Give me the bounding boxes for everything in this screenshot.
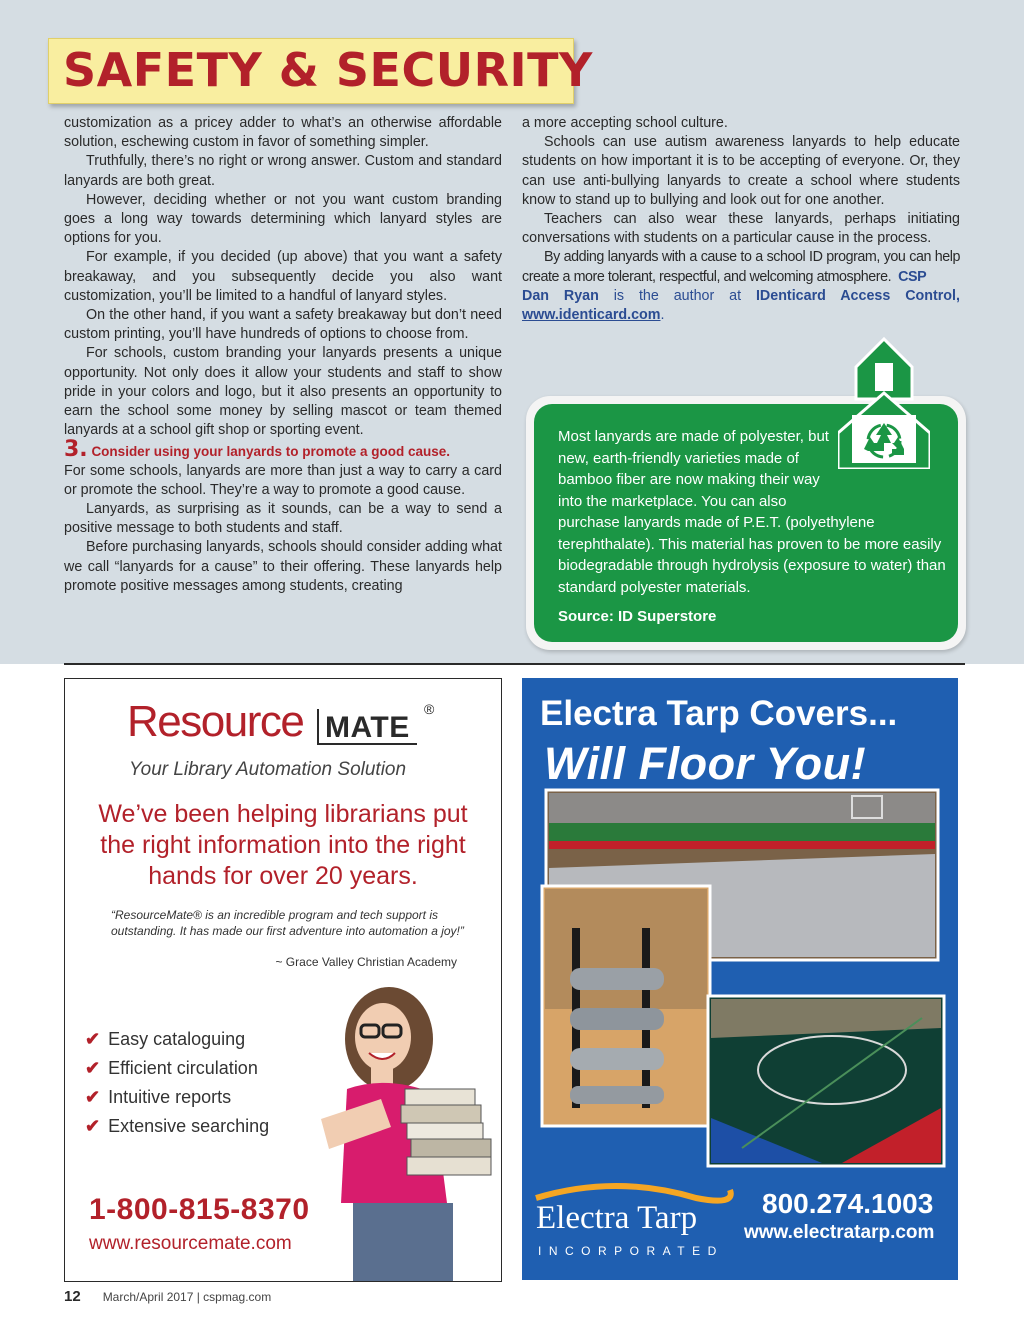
paragraph: Before purchasing lanyards, schools should consider adding what we call “lanyards for a cause” to their offering. These lanyards help promote positive messages among students, creating bbox=[64, 539, 502, 594]
paragraph: Teachers can also wear these lanyards, perhaps initiating conversations with students on a particular cause in the process. bbox=[522, 211, 960, 247]
paragraph: However, deciding whether or not you want custom branding goes a long way towards determining which lanyard styles are options for you. bbox=[64, 191, 502, 247]
feature-list bbox=[85, 1025, 269, 1141]
wrestling-floor-photo bbox=[708, 996, 944, 1166]
author-bio bbox=[522, 287, 960, 325]
mate-label: MATE bbox=[325, 711, 410, 744]
testimonial-quote: “ResourceMate® is an incredible program and tech support is outstanding. It has made our first adventure into automation a joy!” bbox=[111, 908, 464, 938]
resourcemate-ad[interactable] bbox=[64, 678, 502, 1282]
section-banner bbox=[48, 38, 593, 104]
author-name: Dan Ryan bbox=[522, 287, 599, 304]
issue-info: March/April 2017 | cspmag.com bbox=[102, 1290, 272, 1304]
author-mid: is the author at bbox=[598, 287, 756, 304]
book-stack bbox=[401, 1089, 491, 1175]
paragraph: For schools, custom branding your lanyards presents a unique opportunity. Not only does it allow your students and staff to show pride in your colors and logo, but it also presents an opportunity to earn the school some money by selling mascot or team themed lanyards at a school gift shop or sporting event. bbox=[64, 345, 502, 439]
checkmark-icon: ✔ bbox=[85, 1029, 101, 1049]
paragraph-text: By adding lanyards with a cause to a school ID program, you can help create a more tolerant, respectful, and welcoming atmosphere. bbox=[522, 249, 960, 285]
paragraph: Lanyards, as surprising as it sounds, can be a way to send a positive message to both students and staff. bbox=[64, 501, 502, 537]
electra-title: Electra Tarp Covers... bbox=[540, 694, 898, 733]
tarp-rack-photo bbox=[542, 886, 710, 1126]
sidebar-source: Source: ID Superstore bbox=[558, 608, 717, 625]
electra-subtitle: Will Floor You! bbox=[544, 738, 867, 789]
paragraph: Truthfully, there’s no right or wrong answer. Custom and standard lanyards are both great. bbox=[64, 153, 502, 189]
feature-label: Efficient circulation bbox=[108, 1058, 258, 1078]
woman-with-books-image bbox=[261, 979, 501, 1281]
feature-item bbox=[85, 1054, 269, 1083]
feature-item bbox=[85, 1112, 269, 1141]
checkmark-icon: ✔ bbox=[85, 1116, 101, 1136]
feature-item bbox=[85, 1083, 269, 1112]
electra-phone[interactable]: 800.274.1003 bbox=[762, 1188, 934, 1219]
resourcemate-headline bbox=[65, 799, 501, 892]
author-company: IDenticard Access Control, bbox=[755, 287, 960, 304]
resourcemate-phone[interactable]: 1-800-815-8370 bbox=[89, 1193, 310, 1226]
author-url-link[interactable]: www.identicard.com bbox=[522, 307, 661, 324]
subheading-number: 3. bbox=[64, 437, 88, 463]
electra-incorporated: INCORPORATED bbox=[538, 1244, 724, 1258]
headline-text: We’ve been helping librarians put the right information into the right hands for over 20 years. bbox=[98, 800, 468, 890]
feature-label: Extensive searching bbox=[108, 1116, 270, 1136]
section-title: SAFETY & SECURITY bbox=[63, 43, 593, 97]
author-end: . bbox=[660, 307, 665, 324]
subheading-text: Consider using your lanyards to promote a good cause. bbox=[91, 444, 450, 460]
electra-url-link[interactable]: www.electratarp.com bbox=[744, 1222, 935, 1243]
section-divider bbox=[64, 663, 965, 665]
paragraph: For example, if you decided (up above) that you want a safety breakaway, and you subsequently decide you also want customization, you’ll be limited to a handful of lanyard styles. bbox=[64, 249, 502, 304]
page-number: 12 bbox=[64, 1288, 81, 1305]
checkmark-icon: ✔ bbox=[85, 1087, 101, 1107]
paragraph: For some schools, lanyards are more than just a way to carry a card or promote the school. They’re a way to promote a good cause. bbox=[64, 462, 502, 498]
recycle-schoolhouse-icon bbox=[838, 337, 930, 469]
feature-label: Easy cataloguing bbox=[108, 1029, 246, 1049]
paragraph: a more accepting school culture. bbox=[522, 115, 728, 131]
end-mark: CSP bbox=[898, 268, 927, 285]
article-left-column bbox=[64, 114, 502, 596]
electra-tarp-ad[interactable] bbox=[522, 678, 958, 1280]
feature-item bbox=[85, 1025, 269, 1054]
paragraph: customization as a pricey adder to what’s an otherwise affordable solution, eschewing custom in favor of something simpler. bbox=[64, 115, 502, 151]
registered-mark: ® bbox=[424, 701, 435, 717]
testimonial-attribution: ~ Grace Valley Christian Academy bbox=[275, 955, 457, 969]
paragraph bbox=[522, 248, 960, 286]
resourcemate-logo-mate bbox=[317, 709, 417, 745]
checkmark-icon: ✔ bbox=[85, 1058, 101, 1078]
page-footer bbox=[64, 1288, 271, 1305]
paragraph: Schools can use autism awareness lanyards to help educate students on how important it is to be accepting of everyone. Or, they can use anti-bullying lanyards to create a school where students know to stand up to bullying and look out for one another. bbox=[522, 134, 960, 208]
paragraph: On the other hand, if you want a safety breakaway but don’t need custom printing, you’ll have hundreds of options to choose from. bbox=[64, 307, 502, 343]
resourcemate-url-link[interactable]: www.resourcemate.com bbox=[89, 1233, 292, 1254]
subheading bbox=[64, 437, 502, 463]
sidebar-text: Most lanyards are made of polyester, but new, earth-friendly varieties made of bamboo fiber are now making their way into the marketplace. You can also purchase lanyards made of P.E.T. (polyethylene terephthalate). This material has proven to be more easily biodegradable through hydrolysis (exposure to water) than standard polyester materials. bbox=[558, 426, 948, 598]
feature-label: Intuitive reports bbox=[108, 1087, 232, 1107]
electra-logo: Electra Tarp bbox=[536, 1200, 698, 1236]
resourcemate-tagline: Your Library Automation Solution bbox=[129, 759, 407, 780]
article-right-column bbox=[522, 114, 960, 325]
resourcemate-logo-text: Resource bbox=[127, 697, 304, 746]
